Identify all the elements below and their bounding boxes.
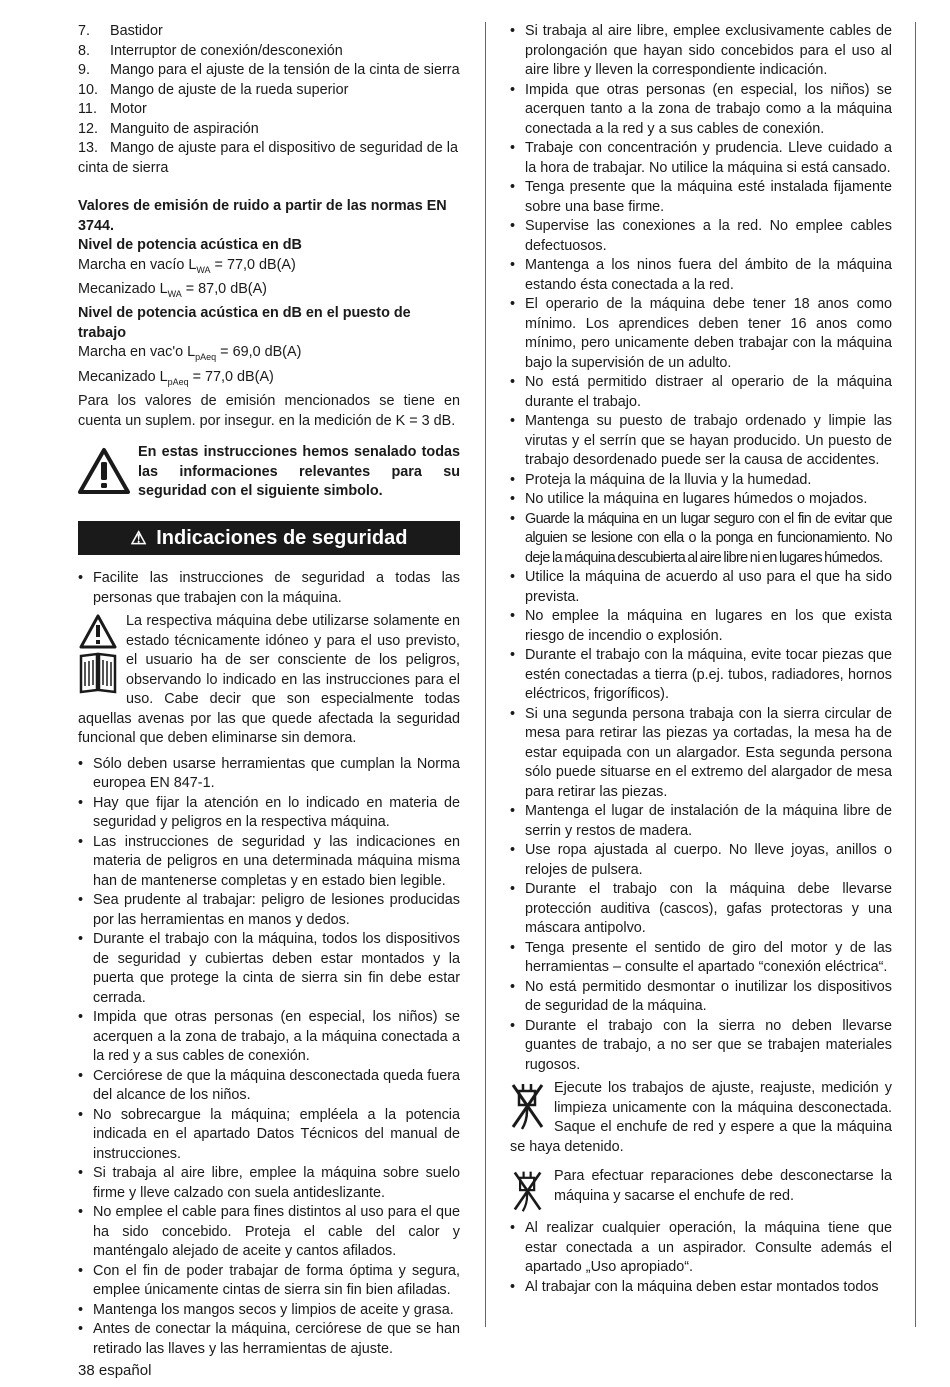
unplug-icon xyxy=(510,1169,546,1213)
left-safety-list-continued xyxy=(78,755,460,1360)
list-item: • Use ropa ajustada al cuerpo. No lleve joyas, anillos o relojes de pulsera. xyxy=(510,841,892,880)
list-item: • Impida que otras personas (en especial, los niños) se acerquen a la zona de trabajo, a la máquina conectada a la red y a sus cables de conexión. xyxy=(78,1008,460,1067)
workplace-heading: Nivel de potencia acústica en dB en el puesto de trabajo xyxy=(78,305,411,341)
list-item: • Si una segunda persona trabaja con la sierra circular de mesa para retirar las piezas ya cortadas, la mesa ha de estar equipada con un alargador. Esta segunda persona sólo puede situarse en el extremo del alargador de mesa para retirar las piezas. xyxy=(510,705,892,803)
list-item: 13. Mango de ajuste para el dispositivo de seguridad de la cinta de sierra xyxy=(78,140,459,176)
list-item: • Hay que fijar la atención en lo indicado en materia de seguridad y peligros en la respectiva máquina. xyxy=(78,794,460,833)
list-item: • Trabaje con concentración y prudencia. Lleve cuidado a la hora de trabajar. No utilice la máquina si está cansado. xyxy=(510,139,892,178)
safety-symbol-note xyxy=(78,443,460,503)
list-item: • Durante el trabajo con la sierra no deben llevarse guantes de trabajo, a no ser que se trabajen materiales rugosos. xyxy=(510,1017,892,1076)
list-item: • Durante el trabajo con la máquina, todos los dispositivos de seguridad y cubiertas deben estar montados y la puerta que protege la cinta de sierra sin fin debe estar cerrada. xyxy=(78,930,460,1008)
noise-note: Para los valores de emisión mencionados se tiene en cuenta un suplem. por insegur. en la medición de K = 3 dB. xyxy=(78,393,460,429)
manual-paragraph: La respectiva máquina debe utilizarse solamente en estado técnicamente idóneo y para el uso previsto, el usuario ha de ser consciente de los peligros, observando lo indicado en las instrucciones para el uso. Cabe decir que son especialmente todas aquellas avenas por las que quede afectada la seguridad funcional que deben eliminarse sin demora. xyxy=(78,613,460,746)
list-item: • Tenga presente el sentido de giro del motor y de las herramientas – consulte el apartado “conexión eléctrica“. xyxy=(510,939,892,978)
list-item: • Tenga presente que la máquina esté instalada fijamente sobre una base firme. xyxy=(510,178,892,217)
list-item: • Mantenga el lugar de instalación de la máquina libre de serrin y restos de madera. xyxy=(510,802,892,841)
list-item: 11. Motor xyxy=(78,101,147,117)
warning-triangle-icon xyxy=(78,447,130,495)
unplug-icon xyxy=(510,1081,546,1131)
list-item: • Al trabajar con la máquina deben estar montados todos xyxy=(510,1278,892,1298)
list-item: • Durante el trabajo con la máquina debe llevarse protección auditiva (cascos), gafas protectoras y una máscara antipolvo. xyxy=(510,880,892,939)
warning-triangle-icon: ⚠ xyxy=(130,528,147,548)
warning-text: En estas instrucciones hemos senalado todas las informaciones relevantes para su seguridad con el siguiente simbolo. xyxy=(138,444,460,499)
idle-value: Marcha en vacío $L_{WA} = 77,0$ dB(A) xyxy=(78,256,296,275)
sound-power-heading: Nivel de potencia acústica en dB xyxy=(78,237,302,253)
right-column xyxy=(510,22,892,1297)
list-item: • El operario de la máquina debe tener 18 anos como mínimo. Los aprendices deben tener 16 anos como mínimo, pero unicamente deben trabajar con la máquina bajo la supervisión de un adulto. xyxy=(510,295,892,373)
noise-emission-section xyxy=(78,197,460,431)
list-item: • Con el fin de poder trabajar de forma óptima y segura, emplee únicamente cintas de sierra sin fin bien afiladas. xyxy=(78,1262,460,1301)
section-heading-safety: ⚠ Indicaciones de seguridad xyxy=(78,521,460,555)
right-margin-rule xyxy=(915,22,916,1327)
unplug-paragraph: Ejecute los trabajos de ajuste, reajuste, medición y limpieza unicamente con la máquina desconectada. Saque el enchufe de red y espere a que la máquina se haya detenido. xyxy=(510,1080,892,1155)
list-item: • Si trabaja al aire libre, emplee la máquina sobre suelo firme y lleve calzado con suela antideslizante. xyxy=(78,1164,460,1203)
list-item: • Mantenga a los ninos fuera del ámbito de la máquina estando ésta conectada a la red. xyxy=(510,256,892,295)
list-item: 9. Mango para el ajuste de la tensión de la cinta de sierra xyxy=(78,62,460,78)
list-item: • Mantenga los mangos secos y limpios de aceite y grasa. xyxy=(78,1301,460,1321)
list-item: • Mantenga su puesto de trabajo ordenado y limpie las virutas y el serrín que se hayan producido. Un puesto de trabajo desordenado puede ser la causa de accidentes. xyxy=(510,412,892,471)
list-item: • Sólo deben usarse herramientas que cumplan la Norma europea EN 847-1. xyxy=(78,755,460,794)
list-item: • Durante el trabajo con la máquina, evite tocar piezas que estén conectadas a tierra (p.ej. tubos, radiadores, hornos eléctricos, frigoríficos). xyxy=(510,646,892,705)
list-item: • Impida que otras personas (en especial, los niños) se acerquen tanto a la zona de trabajo como a la máquina conectada a la red y a sus cables de conexión. xyxy=(510,81,892,140)
list-item: • Sea prudente al trabajar: peligro de lesiones producidas por las herramientas en manos y dedos. xyxy=(78,891,460,930)
list-item: • Antes de conectar la máquina, cerciórese de que se han retirado las llaves y las herramientas de ajuste. xyxy=(78,1320,460,1359)
right-safety-list-end xyxy=(510,1219,892,1297)
list-item: • Utilice la máquina de acuerdo al uso para el que ha sido prevista. xyxy=(510,568,892,607)
list-item: • No emplee el cable para fines distintos al uso para el que ha sido concebido. Proteja el cable del calor y manténgalo alejado de aceite y cantos afilados. xyxy=(78,1203,460,1262)
machining-workplace-value: Mecanizado $L_{pAeq} = 77,0$ dB(A) xyxy=(78,368,274,387)
list-item: 10. Mango de ajuste de la rueda superior xyxy=(78,81,349,98)
page-footer: 38 español xyxy=(78,1362,152,1379)
list-item: • Las instrucciones de seguridad y las indicaciones en materia de peligros en una determinada máquina misma han de mantenerse completas y en estado bien legible. xyxy=(78,833,460,892)
list-item: • Cerciórese de que la máquina desconectada queda fuera del alcance de los niños. xyxy=(78,1067,460,1106)
list-item: • Supervise las conexiones a la red. No emplee cables defectuosos. xyxy=(510,217,892,256)
list-item: • Proteja la máquina de la lluvia y la humedad. xyxy=(510,471,892,491)
column-divider xyxy=(485,22,486,1327)
left-safety-list xyxy=(78,569,460,608)
list-item: 7. Bastidor xyxy=(78,23,163,39)
list-item: 8. Interruptor de conexión/desconexión xyxy=(78,42,343,59)
list-item: • No está permitido desmontar o inutilizar los dispositivos de seguridad de la máquina. xyxy=(510,978,892,1017)
list-item: • No utilice la máquina en lugares húmedos o mojados. xyxy=(510,490,892,510)
list-item: • No sobrecargue la máquina; empléela a la potencia indicada en el apartado Datos Técnicos del manual de instrucciones. xyxy=(78,1106,460,1165)
repair-paragraph: Para efectuar reparaciones debe desconectarse la máquina y sacarse el enchufe de red. xyxy=(510,1167,892,1213)
list-item: • Guarde la máquina en un lugar seguro con el fin de evitar que alguien se lesione con ella o la ponga en funcionamiento. No deje la máquina descubierta al aire libre ni en lugares húmedos. xyxy=(510,510,892,569)
manual-book-icon xyxy=(78,614,118,694)
numbered-parts-list xyxy=(78,22,460,178)
list-item: • No emplee la máquina en lugares en los que exista riesgo de incendio o explosión. xyxy=(510,607,892,646)
list-item: • Si trabaja al aire libre, emplee exclusivamente cables de prolongación que hayan sido concebidos para el uso al aire libre y lleven la correspondiente indicación. xyxy=(510,22,892,81)
list-item: • Facilite las instrucciones de seguridad a todas las personas que trabajen con la máquina. xyxy=(78,569,460,608)
list-item: • No está permitido distraer al operario de la máquina durante el trabajo. xyxy=(510,373,892,412)
right-safety-list xyxy=(510,22,892,1075)
machining-value: Mecanizado $L_{WA} = 87,0$ dB(A) xyxy=(78,280,267,299)
idle-workplace-value: Marcha en vac'o $L_{pAeq} = 69,0$ dB(A) xyxy=(78,344,302,363)
left-column xyxy=(78,22,460,1359)
list-item: 12. Manguito de aspiración xyxy=(78,120,259,137)
list-item: • Al realizar cualquier operación, la máquina tiene que estar conectada a un aspirador. Consulte además el apartado „Uso apropiado“. xyxy=(510,1219,892,1278)
noise-heading: Valores de emisión de ruido a partir de las normas EN 3744. xyxy=(78,198,447,234)
